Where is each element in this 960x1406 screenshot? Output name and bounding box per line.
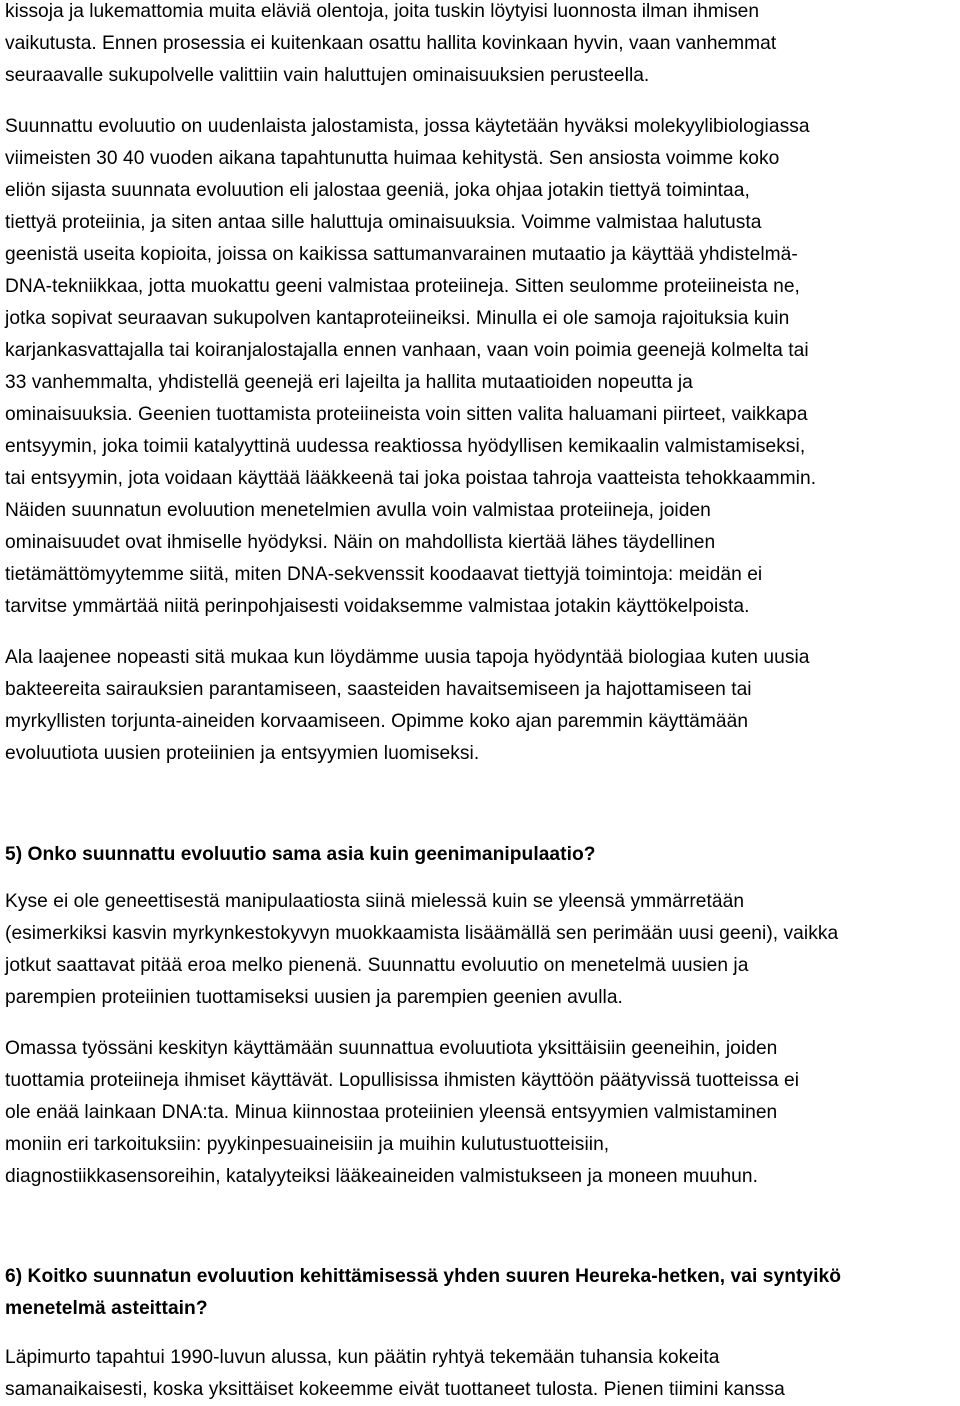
text-line: Kyse ei ole geneettisestä manipulaatiosta siinä mielessä kuin se yleensä ymmärretään bbox=[5, 891, 745, 912]
text-line: Läpimurto tapahtui 1990-luvun alussa, kun päätin ryhtyä tekemään tuhansia kokeita bbox=[5, 1347, 720, 1368]
text-line: ominaisuuksia. Geenien tuottamista proteiineista voin sitten valita haluamani piirteet, vaikkapa bbox=[5, 404, 808, 425]
section-heading-5: 5) Onko suunnattu evoluutio sama asia kuin geenimanipulaatio? bbox=[5, 844, 596, 865]
text-line: moniin eri tarkoituksiin: pyykinpesuaineisiin ja muihin kulutustuotteisiin, bbox=[5, 1134, 610, 1155]
text-line: entsyymin, joka toimii katalyyttinä uudessa reaktiossa hyödyllisen kemikaalin valmistamiseksi, bbox=[5, 436, 806, 457]
text-line: Suunnattu evoluutio on uudenlaista jalostamista, jossa käytetään hyväksi molekyylibiologiassa bbox=[5, 116, 810, 137]
text-line: tarvitse ymmärtää niitä perinpohjaisesti voidaksemme valmistaa jotakin käyttökelpoista. bbox=[5, 596, 750, 617]
text-line: tietämättömyytemme siitä, miten DNA-sekvenssit koodaavat tiettyjä toimintoja: meidän ei bbox=[5, 564, 763, 585]
text-line: diagnostiikkasensoreihin, katalyyteiksi lääkeaineiden valmistukseen ja moneen muuhun. bbox=[5, 1166, 758, 1187]
text-line: jotka sopivat seuraavan sukupolven kantaproteiineiksi. Minulla ei ole samoja rajoituksia kuin bbox=[5, 308, 790, 329]
section-heading-6: 6) Koitko suunnatun evoluution kehittämisessä yhden suuren Heureka-hetken, vai syntyikö bbox=[5, 1266, 842, 1287]
text-line: parempien proteiinien tuottamiseksi uusien ja parempien geenien avulla. bbox=[5, 987, 623, 1008]
text-line: Omassa työssäni keskityn käyttämään suunnattua evoluutiota yksittäisiin geeneihin, joiden bbox=[5, 1038, 778, 1059]
text-line: Ala laajenee nopeasti sitä mukaa kun löydämme uusia tapoja hyödyntää biologiaa kuten uusia bbox=[5, 647, 810, 668]
text-line: samanaikaisesti, koska yksittäiset kokeemme eivät tuottaneet tulosta. Pienen tiimini kanssa bbox=[5, 1379, 785, 1400]
text-line: (esimerkiksi kasvin myrkynkestokyvyn muokkaamista lisäämällä sen perimään uusi geeni), vaikka bbox=[5, 923, 839, 944]
text-line: geenistä useita kopioita, joissa on kaikissa sattumanvarainen mutaatio ja käyttää yhdistelmä- bbox=[5, 244, 798, 265]
text-line: tai entsyymin, jota voidaan käyttää lääkkeenä tai joka poistaa tahroja vaatteista tehokkaammin. bbox=[5, 468, 817, 489]
text-line: karjankasvattajalla tai koiranjalostajalla ennen vanhaan, vaan voin poimia geenejä kolmelta tai bbox=[5, 340, 809, 361]
text-line: Näiden suunnatun evoluution menetelmien avulla voin valmistaa proteiineja, joiden bbox=[5, 500, 711, 521]
text-line: jotkut saattavat pitää eroa melko pienenä. Suunnattu evoluutio on menetelmä uusien ja bbox=[5, 955, 749, 976]
text-line: evoluutiota uusien proteiinien ja entsyymien luomiseksi. bbox=[5, 743, 480, 764]
text-line: viimeisten 30 40 vuoden aikana tapahtunutta huimaa kehitystä. Sen ansiosta voimme koko bbox=[5, 148, 780, 169]
text-line: kissoja ja lukemattomia muita eläviä olentoja, joita tuskin löytyisi luonnosta ilman ihmisen bbox=[5, 1, 759, 22]
text-line: myrkyllisten torjunta-aineiden korvaamiseen. Opimme koko ajan paremmin käyttämään bbox=[5, 711, 749, 732]
text-line: tuottamia proteiineja ihmiset käyttävät. Lopullisissa ihmisten käyttöön päätyvissä tuotteissa ei bbox=[5, 1070, 800, 1091]
text-line: seuraavalle sukupolvelle valittiin vain haluttujen ominaisuuksien perusteella. bbox=[5, 65, 650, 86]
text-line: bakteereita sairauksien parantamiseen, saasteiden havaitsemiseen ja hajottamiseen tai bbox=[5, 679, 752, 700]
text-line: tiettyä proteiinia, ja siten antaa sille haluttuja ominaisuuksia. Voimme valmistaa halutusta bbox=[5, 212, 762, 233]
text-line: 33 vanhemmalta, yhdistellä geenejä eri lajeilta ja hallita mutaatioiden nopeutta ja bbox=[5, 372, 693, 393]
text-line: vaikutusta. Ennen prosessia ei kuitenkaan osattu hallita kovinkaan hyvin, vaan vanhemmat bbox=[5, 33, 777, 54]
text-line: eliön sijasta suunnata evoluution eli jalostaa geeniä, joka ohjaa jotakin tiettyä toimintaa, bbox=[5, 180, 750, 201]
section-heading-6-cont: menetelmä asteittain? bbox=[5, 1298, 208, 1319]
text-line: ole enää lainkaan DNA:ta. Minua kiinnostaa proteiinien yleensä entsyymien valmistaminen bbox=[5, 1102, 778, 1123]
text-line: DNA-tekniikkaa, jotta muokattu geeni valmistaa proteiineja. Sitten seulomme proteiineista ne, bbox=[5, 276, 800, 297]
text-line: ominaisuudet ovat ihmiselle hyödyksi. Näin on mahdollista kiertää lähes täydellinen bbox=[5, 532, 716, 553]
